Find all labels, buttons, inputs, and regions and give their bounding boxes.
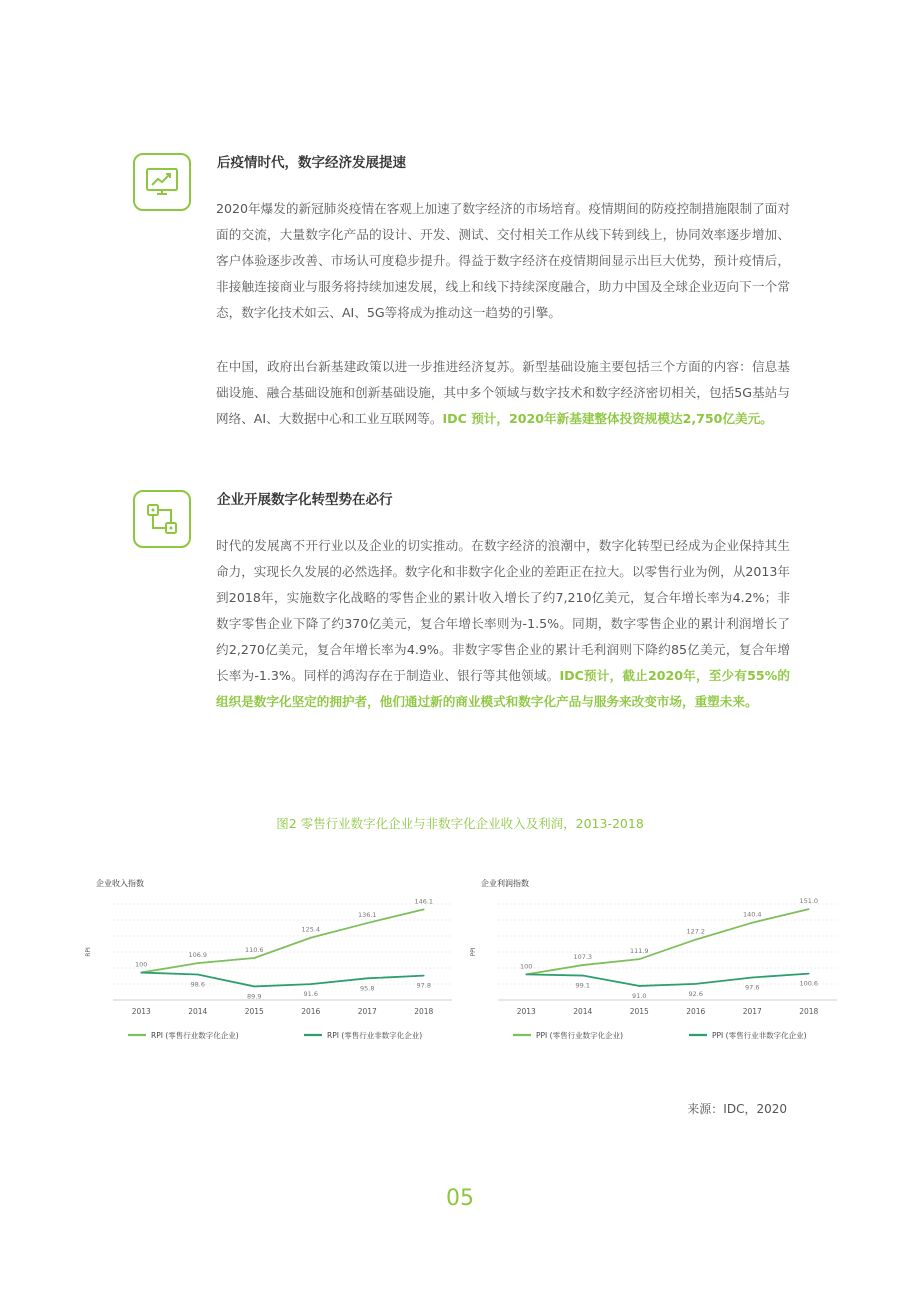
data-point <box>638 985 640 987</box>
data-point <box>525 974 527 976</box>
x-tick-label: 2015 <box>629 1007 649 1016</box>
paragraph: 在中国，政府出台新基建政策以进一步推进经济复苏。新型基础设施主要包括三个方面的内容：信息基础设施、融合基础设施和创新基础设施，其中多个领域与数字技术和数字经济密切相关，包括5G基站与网络、AI、大数据中心和工业互联网等。IDC 预计，2020年新基建整体投资规模达2,750亿美元。 <box>216 359 790 426</box>
data-label: 97.6 <box>745 983 760 992</box>
data-label: 127.2 <box>686 927 706 936</box>
x-tick-label: 2018 <box>799 1007 819 1016</box>
series-line <box>141 909 424 972</box>
data-label: 91.6 <box>303 990 318 999</box>
workflow-icon <box>133 490 191 548</box>
series-line <box>141 973 424 987</box>
data-point <box>310 983 312 985</box>
data-point <box>582 964 584 966</box>
data-label: 100 <box>135 960 148 969</box>
revenue-index-chart <box>80 872 460 1052</box>
data-label: 111.9 <box>629 947 649 956</box>
data-label: 97.8 <box>416 981 431 990</box>
section-heading: 企业开展数字化转型势在必行 <box>217 492 393 508</box>
x-tick-label: 2014 <box>573 1007 593 1016</box>
data-label: 106.9 <box>188 951 208 960</box>
legend-label: PPI (零售行业非数字化企业) <box>712 1031 807 1040</box>
data-point <box>695 939 697 941</box>
data-point <box>808 973 810 975</box>
data-point <box>582 975 584 977</box>
data-label: 136.1 <box>357 911 377 920</box>
data-point <box>423 975 425 977</box>
data-point <box>638 958 640 960</box>
page-number: 05 <box>446 1186 474 1211</box>
paragraph: 2020年爆发的新冠肺炎疫情在客观上加速了数字经济的市场培育。疫情期间的防疫控制措施限制了面对面的交流，大量数字化产品的设计、开发、测试、交付相关工作从线下转到线上，协同效率逐步增加、客户体验逐步改善、市场认可度稳步提升。得益于数字经济在疫情期间显示出巨大优势，预计疫情后，非接触连接商业与服务将持续加速发展，线上和线下持续深度融合，助力中国及全球企业迈向下一个常态，数字化技术如云、AI、5G等将成为推动这一趋势的引擎。 <box>216 201 790 320</box>
legend-label: PPI (零售行业数字化企业) <box>536 1031 623 1040</box>
legend-label: RPI (零售行业非数字化企业) <box>327 1031 423 1040</box>
x-tick-label: 2014 <box>188 1007 208 1016</box>
x-tick-label: 2017 <box>357 1007 377 1016</box>
chart-title: 企业利润指数 <box>481 879 529 888</box>
profit-index-chart <box>465 872 845 1052</box>
series-line <box>526 909 809 974</box>
y-axis-label: PPI <box>470 947 477 957</box>
highlight-text: IDC预计，截止2020年，至少有55%的组织是数字化坚定的拥护者，他们通过新的商业模式和数字化产品与服务来改变市场，重塑未来。 <box>216 668 791 709</box>
legend-label: RPI (零售行业数字化企业) <box>151 1031 239 1040</box>
data-label: 146.1 <box>414 897 434 906</box>
data-point <box>808 908 810 910</box>
source-note: 来源：IDC，2020 <box>687 1102 787 1116</box>
x-tick-label: 2016 <box>686 1007 706 1016</box>
section-heading: 后疫情时代，数字经济发展提速 <box>217 155 406 171</box>
data-label: 100 <box>520 962 533 971</box>
data-label: 125.4 <box>301 925 321 934</box>
paragraph: 时代的发展离不开行业以及企业的切实推动。在数字经济的浪潮中，数字化转型已经成为企业保持其生命力，实现长久发展的必然选择。数字化和非数字化企业的差距正在拉大。以零售行业为例，从2013年到2018年，实施数字化战略的零售企业的累计收入增长了约7,210亿美元，复合年增长率为4.2%；非数字零售企业下降了约370亿美元，复合年增长率则为-1.5%。同期，数字零售企业的累计利润增长了约2,270亿美元，复合年增长率为4.9%。非数字零售企业的累计毛利润则下降约85亿美元，复合年增长率为-1.3%。同样的鸿沟存在于制造业、银行等其他领域。IDC预计，截止2020年，至少有55%的组织是数字化坚定的拥护者，他们通过新的商业模式和数字化产品与服务来改变市场，重塑未来。 <box>216 538 791 709</box>
x-tick-label: 2017 <box>742 1007 762 1016</box>
data-point <box>197 974 199 976</box>
data-label: 100.6 <box>799 979 819 988</box>
highlight-text: IDC 预计，2020年新基建整体投资规模达2,750亿美元。 <box>442 411 773 426</box>
data-point <box>140 972 142 974</box>
data-label: 91.0 <box>632 991 647 1000</box>
data-label: 110.6 <box>244 946 264 955</box>
data-label: 151.0 <box>799 897 819 906</box>
data-point <box>423 909 425 911</box>
data-point <box>751 977 753 979</box>
data-label: 140.4 <box>742 910 762 919</box>
x-tick-label: 2013 <box>131 1007 151 1016</box>
chart-title: 企业收入指数 <box>96 879 144 888</box>
data-point <box>751 922 753 924</box>
y-axis-label: RPI <box>85 947 92 957</box>
x-tick-label: 2013 <box>516 1007 536 1016</box>
data-point <box>366 922 368 924</box>
x-tick-label: 2018 <box>414 1007 434 1016</box>
data-label: 95.8 <box>360 984 375 993</box>
data-label: 107.3 <box>573 953 593 962</box>
data-label: 92.6 <box>688 989 703 998</box>
trend-chart-icon <box>133 153 191 211</box>
data-point <box>253 986 255 988</box>
data-point <box>197 962 199 964</box>
data-label: 89.9 <box>247 992 262 1001</box>
data-point <box>695 983 697 985</box>
data-label: 98.6 <box>190 980 205 989</box>
data-point <box>310 937 312 939</box>
data-point <box>253 957 255 959</box>
x-tick-label: 2016 <box>301 1007 321 1016</box>
data-label: 99.1 <box>575 981 590 990</box>
figure-title: 图2 零售行业数字化企业与非数字化企业收入及利润，2013-2018 <box>276 816 644 831</box>
x-tick-label: 2015 <box>244 1007 264 1016</box>
data-point <box>366 978 368 980</box>
